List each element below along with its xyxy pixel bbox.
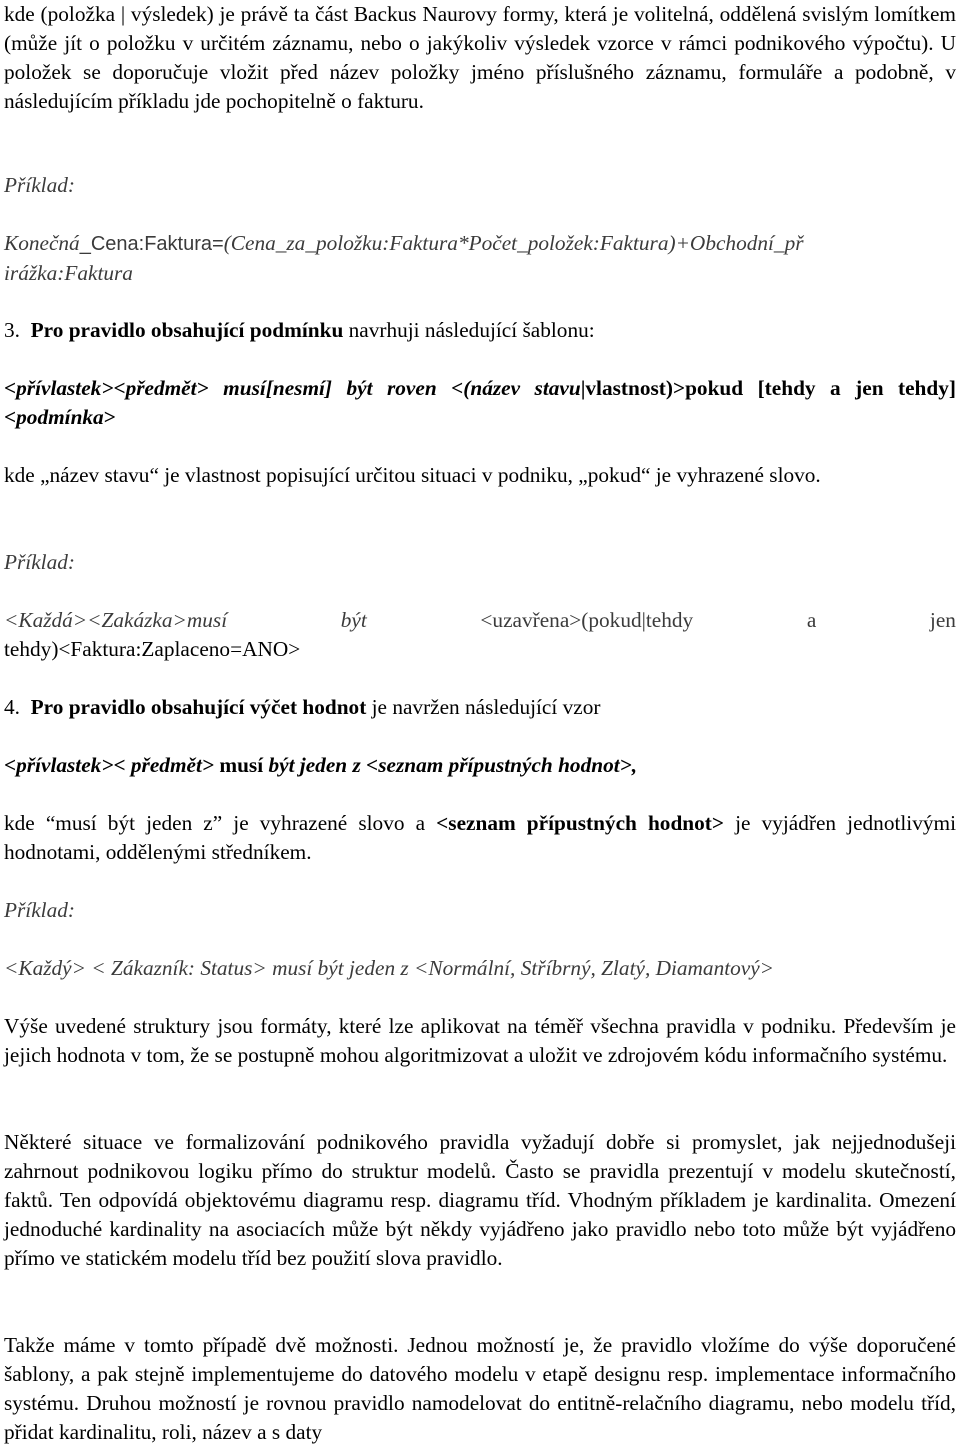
paragraph-formats: Výše uvedené struktury jsou formáty, které lze aplikovat na téměř všechna pravidla v podniku. Především je jejich hodnota v tom, že se postupně mohou algoritmizovat a uložit ve zdrojovém kódu informačního systému. — [4, 1014, 956, 1067]
enumeration-template: <přívlastek>< předmět> musí být jeden z <seznam přípustných hodnot>, — [4, 753, 638, 777]
example-invoice-formula: Konečná_Cena:Faktura=(Cena_za_položku:Faktura*Počet_položek:Faktura)+Obchodní_př irážka:Faktura — [4, 231, 804, 285]
paragraph-situations: Některé situace ve formalizování podnikového pravidla vyžadují dobře si promyslet, jak nejjednodušeji zahrnout podnikovou logiku přímo do struktur modelů. Často se pravidla prezentují v modelu skutečností, faktů. Ten odpovídá objektovému diagramu resp. diagramu tříd. Vhodným příkladem je kardinalita. Omezení jednoduché kardinality na asociacích může být někdy vyjádřeno jako pravidlo nebo toto může být vyjádřeno přímo ve statickém modelu tříd bez použití slova pravidlo. — [4, 1130, 956, 1270]
example-customer-status: <Každý> < Zákazník: Status> musí být jeden z <Normální, Stříbrný, Zlatý, Diamantový> — [4, 956, 775, 980]
enumeration-description: kde “musí být jeden z” je vyhrazené slovo a <seznam přípustných hodnot> je vyjádřen jednotlivými hodnotami, oddělenými středníkem. — [4, 811, 957, 864]
condition-description: kde „název stavu“ je vlastnost popisující určitou situaci v podniku, „pokud“ je vyhrazené slovo. — [4, 463, 821, 487]
example-label-2: Příklad: — [4, 550, 75, 574]
section-4-heading: 4. Pro pravidlo obsahující výčet hodnot je navržen následující vzor — [4, 695, 601, 719]
paragraph-bnf: kde (položka | výsledek) je právě ta část Backus Naurovy formy, která je volitelná, oddělená svislým lomítkem (může jít o položku v určitém záznamu, nebo o jakýkoliv výsledek vzorce v rámci podnikového výpočtu). U položek se doporučuje vložit před název položky jméno příslušného záznamu, formuláře a podobně, v následujícím příkladu jde pochopitelně o fakturu. — [4, 2, 956, 113]
example-label-1: Příklad: — [4, 173, 75, 197]
example-label-3: Příklad: — [4, 898, 75, 922]
paragraph-options: Takže máme v tomto případě dvě možnosti. Jednou možností je, že pravidlo vložíme do výše doporučené šablony, a pak stejně implementujeme do datového modelu v etapě designu resp. implementace informačního systému. Druhou možností je rovnou pravidlo namodelovat do entitně-relačního diagramu, nebo modelu tříd, přidat kardinalitu, roli, název a s daty — [4, 1333, 956, 1444]
example-order: <Každá><Zakázka>musí být <uzavřena>(pokud|tehdy a jen tehdy)<Faktura:Zaplaceno=ANO> — [4, 608, 956, 661]
section-3-heading: 3. Pro pravidlo obsahující podmínku navrhuji následující šablonu: — [4, 318, 595, 342]
section-number: 4. — [4, 695, 20, 719]
condition-template: <přívlastek><předmět> musí[nesmí] být roven <(název stavu|vlastnost)>pokud [tehdy a jen tehdy] <podmínka> — [4, 376, 956, 429]
section-number: 3. — [4, 318, 20, 342]
